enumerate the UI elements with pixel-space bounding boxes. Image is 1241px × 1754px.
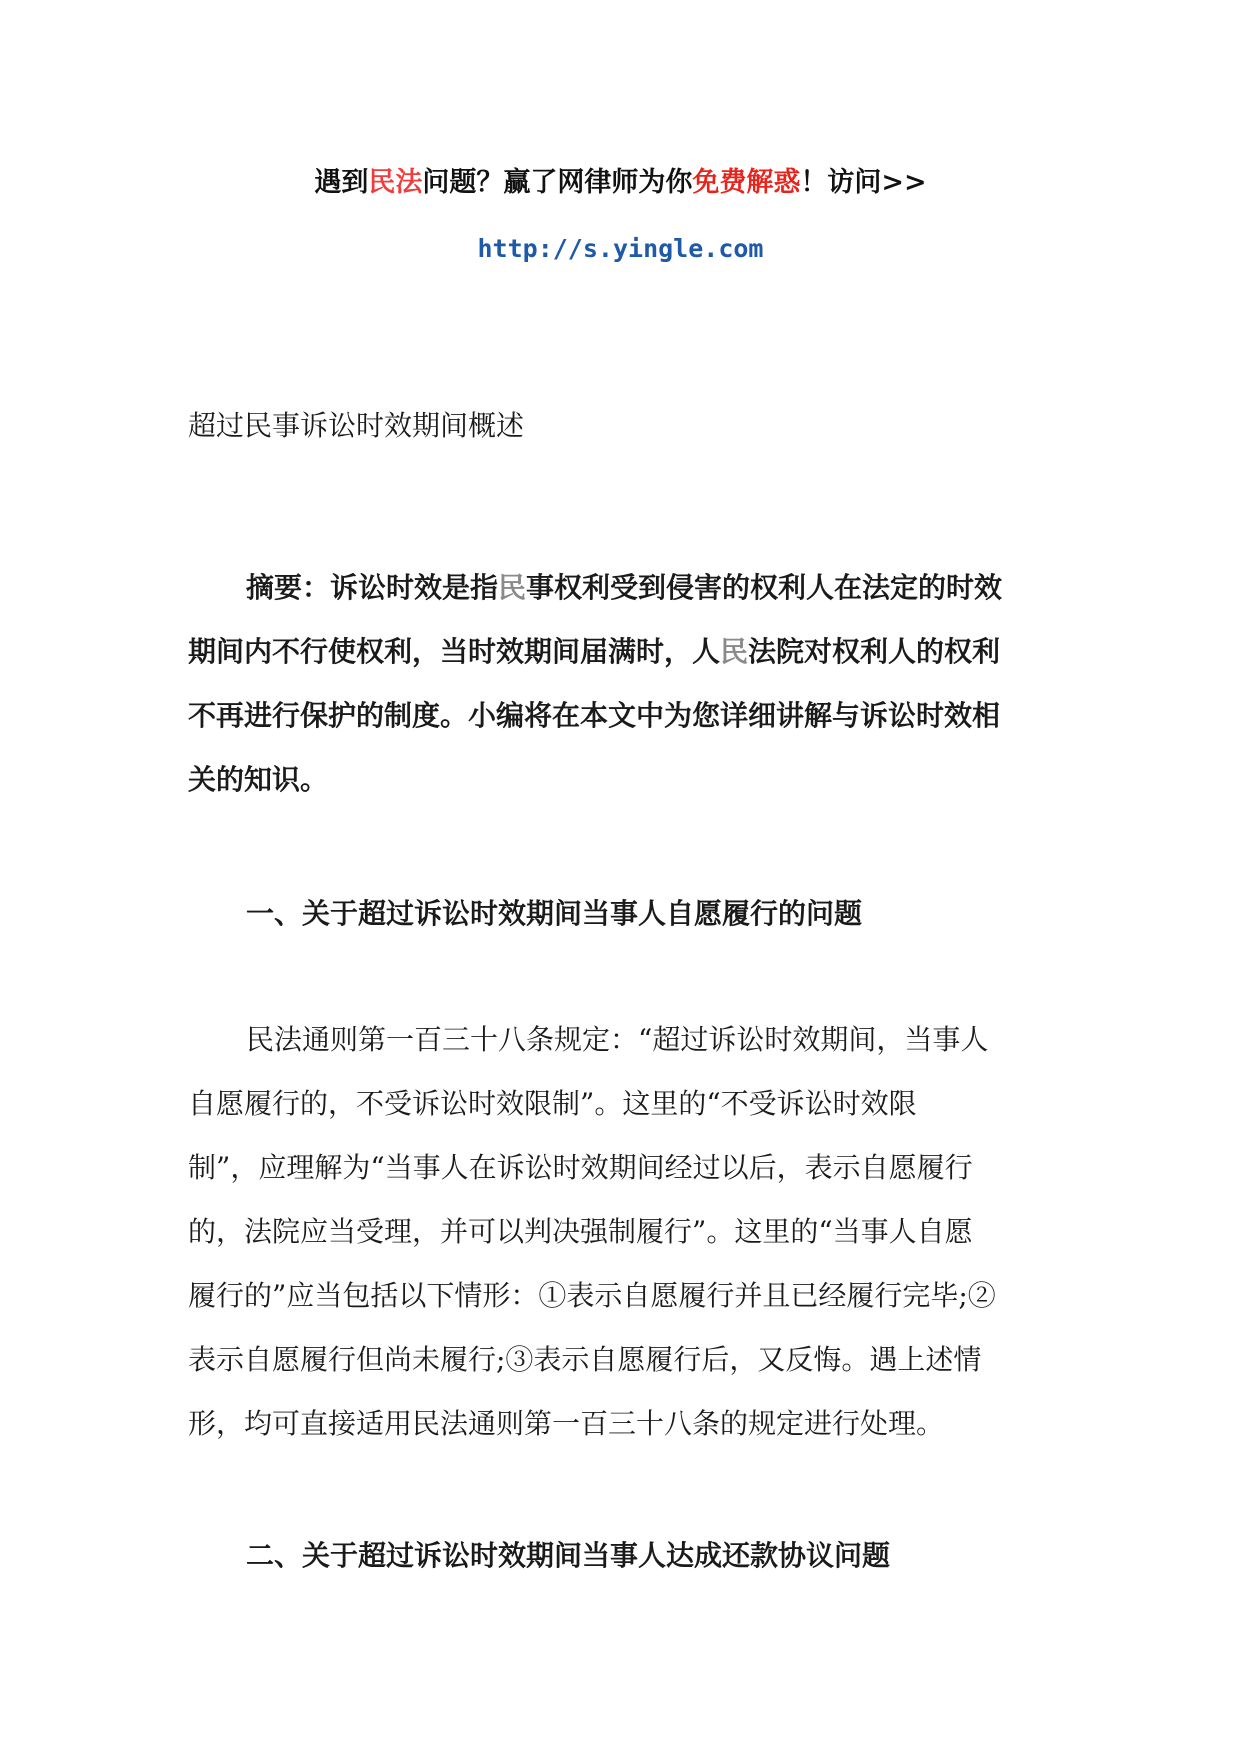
abstract-text: 摘要：诉讼时效是指 [246, 571, 499, 604]
promo-link[interactable]: http://s.yingle.com [477, 234, 764, 263]
abstract-line-4: 关的知识。 [188, 763, 329, 796]
abstract-line-2 [188, 620, 1068, 684]
section1-line: 民法通则第一百三十八条规定：“超过诉讼时效期间，当事人 [246, 1023, 989, 1056]
section1-line: 表示自愿履行但尚未履行;③表示自愿履行后，又反悔。遇上述情 [188, 1343, 982, 1376]
banner-highlight-free: 免费解惑 [692, 167, 801, 198]
abstract-text: 事权利受到侵害的权利人在法定的时效 [526, 571, 1003, 604]
promo-banner[interactable] [0, 160, 1241, 199]
abstract-line-3: 不再进行保护的制度。小编将在本文中为您详细讲解与诉讼时效相 [188, 699, 1001, 732]
abstract-watermark-char: 民 [720, 635, 749, 668]
banner-text-3: ！访问>> [800, 167, 927, 198]
banner-text-2: 问题？赢了网律师为你 [422, 167, 693, 198]
document-title: 超过民事诉讼时效期间概述 [188, 409, 525, 442]
section-heading-2: 二、关于超过诉讼时效期间当事人达成还款协议问题 [246, 1539, 891, 1572]
section1-body [188, 1008, 1068, 1456]
abstract-line-1 [188, 556, 1068, 620]
section1-line: 的，法院应当受理，并可以判决强制履行”。这里的“当事人自愿 [188, 1215, 973, 1248]
banner-text-1: 遇到 [314, 167, 369, 198]
abstract-paragraph [188, 556, 1068, 812]
section1-line: 自愿履行的，不受诉讼时效限制”。这里的“不受诉讼时效限 [188, 1087, 917, 1120]
abstract-text: 期间内不行使权利，当时效期间届满时，人 [188, 635, 721, 668]
abstract-text: 法院对权利人的权利 [748, 635, 1001, 668]
section-heading-1: 一、关于超过诉讼时效期间当事人自愿履行的问题 [246, 897, 863, 930]
section1-line: 形，均可直接适用民法通则第一百三十八条的规定进行处理。 [188, 1407, 945, 1440]
section1-line: 履行的”应当包括以下情形：①表示自愿履行并且已经履行完毕;② [188, 1279, 996, 1312]
abstract-watermark-char: 民 [498, 571, 527, 604]
section1-line: 制”，应理解为“当事人在诉讼时效期间经过以后，表示自愿履行 [188, 1151, 973, 1184]
banner-highlight-civil-law: 民法 [368, 167, 423, 198]
